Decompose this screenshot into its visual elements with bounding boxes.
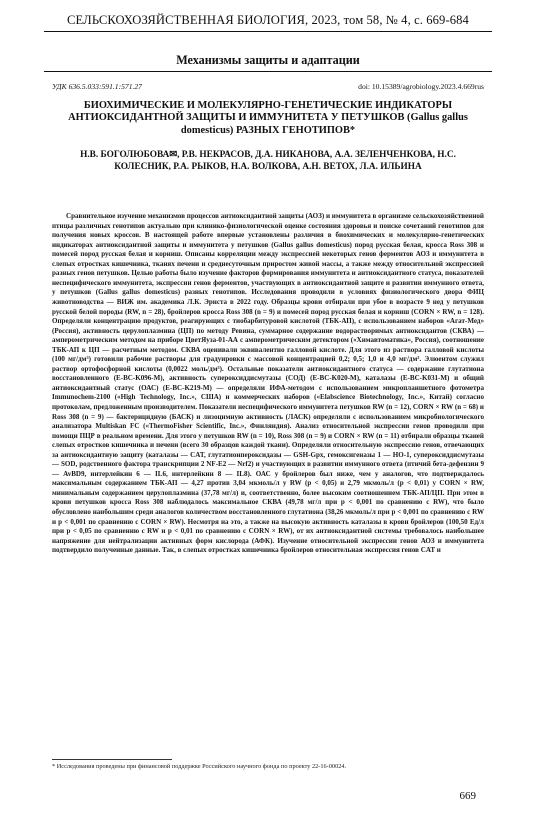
doi-link[interactable]: doi: 10.15389/agrobiology.2023.4.669rus — [358, 82, 484, 91]
article-meta — [52, 82, 484, 91]
funding-footnote: * Исследования проведены при финансовой поддержке Российского научного фонда по проекту 22-16-00024. — [52, 763, 347, 770]
page-number: 669 — [459, 790, 476, 802]
article-title: БИОХИМИЧЕСКИЕ И МОЛЕКУЛЯРНО-ГЕНЕТИЧЕСКИЕ ИНДИКАТОРЫ АНТИОКСИДАНТНОЙ ЗАЩИТЫ И ИММУНИТЕТА У ПЕТУШКОВ (Gallus gallus domesticus) РАЗНЫХ ГЕНОТИПОВ* — [68, 100, 468, 136]
abstract-text: Сравнительное изучение механизмов процессов антиоксидантной защиты (АОЗ) и иммунитета в организме сельскохозяйственной птицы различных генотипов актуально при клинико-физиологической оценке состояния здоровья и поиске сочетаний генотипов для получения новых кроссов. В настоящей работе впервые установлены различия в биохимических и молекулярно-генетических индикаторах антиоксидантной защиты и иммунитета у петушков (Gallus gallus domesticus) пород русская белая, кросса Ross 308 и помесей пород русская белая и корниш. Описаны корреляции между экспрессией некоторых генов ферментов АОЗ и иммунитета в слепых отростках кишечника, тканях печени и среднесуточным приростом живой массы, а также между относительной экспрессией разных генов петушков. Целью работы было изучение факторов формирования иммунитета и антиоксидантного статуса, показателей неспецифического иммунитета, экспрессии генов ферментов, участвующих в антиоксидантной защите и развитии иммунного ответа, у петушков (Gallus gallus domesticus) разных генотипов. Исследования проводили в условиях физиологического двора ФИЦ животноводства — ВИЖ им. академика Л.К. Эрнста в 2022 году. Образцы крови отбирали при убое в возрасте 9 нед у петушков русской белой породы (RW, n = 28), бройлеров кросса Ross 308 (n = 9) и помесей пород русская белая и корниш (CORN × RW, n = 128). Определяли концентрацию продуктов, реагирующих с тиобарбитуровой кислотой (ТБК-АП), с использованием наборов «Агат-Мед» (Россия), активность церулоплазмина (ЦП) по методу Ревина, суммарное содержание водорастворимых антиоксидантов (СКВА) — амперометрическим методом на приборе ЦветЯуза-01-АА с амперометрическим детектором («Химавтоматика», Россия), соотношение ТБК-АП к ЦП — расчетным методом. СКВА оценивали эквивалентно галловой кислоте. Для этого из раствора галловой кислоты (100 мг/дм³) готовили рабочие растворы для градуировки с массовой концентрацией 0,2; 0,5; 1,0 и 4,0 мг/дм³. Элюентом служил раствор ортофосфорной кислоты (0,0022 моль/дм³). Остальные показатели антиоксидантного статуса — содержание глутатиона восстановленного (Е-BC-K096-M), активность супероксиддисмутазы (СОД) (Е-BC-K020-M), каталазы (Е-BC-K031-M) и общий антиоксидантный статус (ОАС) (Е-BC-K219-M) — определяли ИФА-методом с использованием микропланшетного фотометра Immunochem-2100 («High Technology, Inc.», США) и коммерческих наборов («Elabscience Biotechnology, Inc.», Китай) согласно протоколам, предложенным производителем. Показатели неспецифического иммунитета петушков RW (n = 12), CORN × RW (n = 68) и Ross 308 (n = 9) — бактерицидную (БАСК) и лизоцимную активность (ЛАСК) определяли с использованием микробиологического анализатора Multiskan FC («ThermoFisher Scientific, Inc.», Финляндия). Анализ относительной экспрессии генов проводили при помощи ПЦР в реальном времени. Для этого у петушков RW (n = 10), Ross 308 (n = 9) и CORN × RW (n = 11) отбирали образцы тканей слепых отростков кишечника и печени (всего 30 образцов каждой ткани). Определяли относительную экспрессию генов, отвечающих за антиоксидантную защиту (каталазы — CAT, глутатионпероксидазы — GSH-Gpx, гемоксигеназы 1 — HO-1, супероксиддисмутазы — SOD, родственного фактора транскрипции 2 NF-E2 — Nrf2) и участвующих в развитии иммунного ответа (птичий бета-дефензин 9 — AvBD9, интерлейкин 6 — IL6, интерлейкин 8 — IL8). ОАС у бройлеров был ниже, чем у аналогов, что подтверждалось максимальным содержанием ТБК-АП — 4,27 против 3,04 мкмоль/л у RW (p < 0,05) и 2,79 мкмоль/л (p < 0,01) у CORN × RW, минимальным содержанием церулоплазмина (37,78 мг/л) и, соответственно, более высоким соотношением ТБК-АП/ЦП. При этом в крови петушков кросса Ross 308 наблюдалось максимальное СКВА (49,78 мг/л при p < 0,001 по сравнению с RW), что было обусловлено наибольшим среди аналогов количеством восстановленного глутатиона (38,26 мкмоль/л при p < 0,001 по сравнению с RW и p < 0,001 по сравнению с CORN × RW). Несмотря на это, а также на высокую активность каталазы в крови бройлеров (100,50 Ед/л при p < 0,05 по сравнению с RW и p < 0,01 по сравнению с CORN × RW), от их антиоксидантной системы требовалось наибольшее напряжение для нейтрализации активных форм кислорода (АФК). Изучение относительной экспрессии генов АОЗ и иммунитета подтвердило полученные данные. Так, в слепых отростках кишечника бройлеров относительная экспрессия генов CAT и — [52, 212, 484, 555]
section-title: Механизмы защиты и адаптации — [176, 53, 360, 67]
author-list: Н.В. БОГОЛЮБОВА✉, Р.В. НЕКРАСОВ, Д.А. НИКАНОВА, А.А. ЗЕЛЕНЧЕНКОВА, Н.С. КОЛЕСНИК, Р.А. РЫКОВ, Н.А. ВОЛКОВА, А.Н. ВЕТОХ, Л.А. ИЛЬИНА — [80, 150, 456, 173]
udc-code: УДК 636.5.033:591.1:571.27 — [52, 82, 142, 91]
section-divider — [44, 71, 492, 72]
running-header: СЕЛЬСКОХОЗЯЙСТВЕННАЯ БИОЛОГИЯ, 2023, том 58, № 4, с. 669-684 — [44, 13, 492, 32]
footnote-divider — [52, 759, 172, 760]
